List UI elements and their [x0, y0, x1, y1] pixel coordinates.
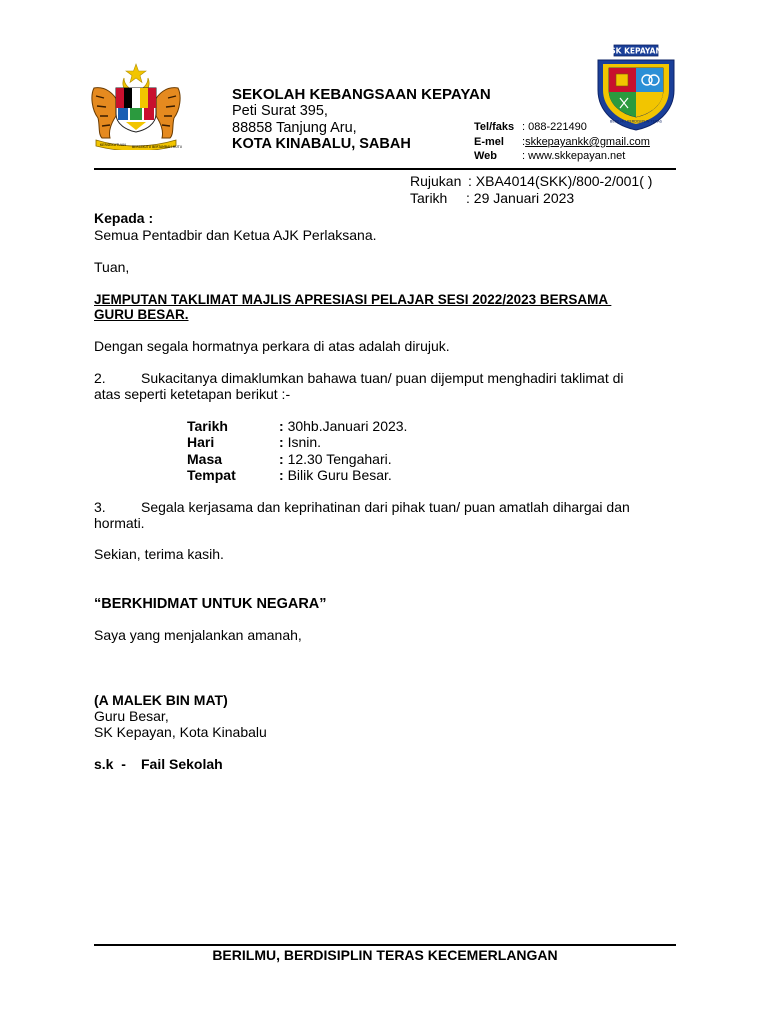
address-line-1: Peti Surat 395, — [232, 103, 328, 119]
paragraph-2-line-1: Sukacitanya dimaklumkan bahawa tuan/ puan dijemput menghadiri taklimat di — [141, 370, 624, 386]
school-badge-logo — [594, 44, 678, 132]
kepada-label: Kepada : — [94, 210, 154, 226]
detail-row: Tarikh : 30hb.Januari 2023. — [187, 418, 408, 434]
address-line-2: 88858 Tanjung Aru, — [232, 120, 357, 136]
detail-row: Masa : 12.30 Tengahari. — [187, 451, 392, 467]
contact-tel-value: : 088-221490 — [522, 121, 587, 133]
rujukan-label: Rujukan — [410, 173, 462, 189]
signer-title: Guru Besar, — [94, 708, 169, 724]
badge-ring-text: BERILMU BERDISIPLIN TERAS — [609, 119, 663, 124]
subject-line-2: GURU BESAR. — [94, 307, 189, 322]
school-name: SEKOLAH KEBANGSAAN KEPAYAN — [232, 86, 491, 103]
detail-value: Isnin. — [287, 434, 322, 450]
detail-value: 12.30 Tengahari. — [287, 451, 392, 467]
trust-line: Saya yang menjalankan amanah, — [94, 627, 302, 643]
paragraph-2-number: 2. — [94, 370, 106, 386]
detail-label: Hari — [187, 434, 215, 450]
paragraph-3-line-1: Segala kerjasama dan keprihatinan dari pihak tuan/ puan amatlah dihargai dan — [141, 499, 630, 515]
signer-name: (A MALEK BIN MAT) — [94, 692, 228, 708]
signer-org: SK Kepayan, Kota Kinabalu — [94, 724, 267, 740]
contact-web-value: : www.skkepayan.net — [522, 150, 626, 162]
crest-ribbon-left: KERSEKUTUAN — [100, 143, 126, 147]
header-divider — [94, 168, 676, 170]
address-line-3: KOTA KINABALU, SABAH — [232, 136, 411, 152]
footer-divider — [94, 944, 676, 946]
paragraph-2-line-2: atas seperti ketetapan berikut :- — [94, 386, 291, 402]
detail-value: 30hb.Januari 2023. — [287, 418, 408, 434]
contact-email-link[interactable]: skkepayankk@gmail.com — [525, 136, 650, 148]
contact-web-label: Web — [474, 150, 498, 162]
coat-of-arms-logo — [86, 62, 186, 150]
detail-label: Tarikh — [187, 418, 228, 434]
motto-slogan: “BERKHIDMAT UNTUK NEGARA” — [94, 596, 327, 612]
paragraph-1: Dengan segala hormatnya perkara di atas adalah dirujuk. — [94, 338, 450, 354]
detail-label: Tempat — [187, 467, 236, 483]
contact-email-value: :skkepayankk@gmail.com — [522, 136, 650, 148]
salutation: Tuan, — [94, 259, 130, 275]
subject-line-1: JEMPUTAN TAKLIMAT MAJLIS APRESIASI PELAJAR SESI 2022/2023 BERSAMA — [94, 292, 612, 307]
detail-row: Tempat : Bilik Guru Besar. — [187, 467, 392, 483]
detail-row: Hari : Isnin. — [187, 434, 322, 450]
paragraph-3-line-2: hormati. — [94, 515, 145, 531]
detail-label: Masa — [187, 451, 223, 467]
contact-tel-label: Tel/faks — [474, 121, 515, 133]
detail-value: Bilik Guru Besar. — [287, 467, 392, 483]
closing: Sekian, terima kasih. — [94, 546, 224, 562]
cc-value: Fail Sekolah — [141, 756, 223, 772]
contact-email-label: E-mel — [474, 136, 504, 148]
recipient: Semua Pentadbir dan Ketua AJK Perlaksana. — [94, 227, 377, 243]
footer-motto: BERILMU, BERDISIPLIN TERAS KECEMERLANGAN — [212, 947, 558, 963]
crest-ribbon-right: BERSEKUTU BERTAMBAH MUTU — [132, 145, 183, 149]
paragraph-3-number: 3. — [94, 499, 106, 515]
tarikh-value: : 29 Januari 2023 — [466, 190, 575, 206]
rujukan-value: : XBA4014(SKK)/800-2/001( ) — [468, 173, 653, 189]
badge-top-label: SK KEPAYAN — [610, 46, 662, 56]
cc-label: s.k - — [94, 756, 126, 772]
tarikh-label: Tarikh — [410, 190, 448, 206]
